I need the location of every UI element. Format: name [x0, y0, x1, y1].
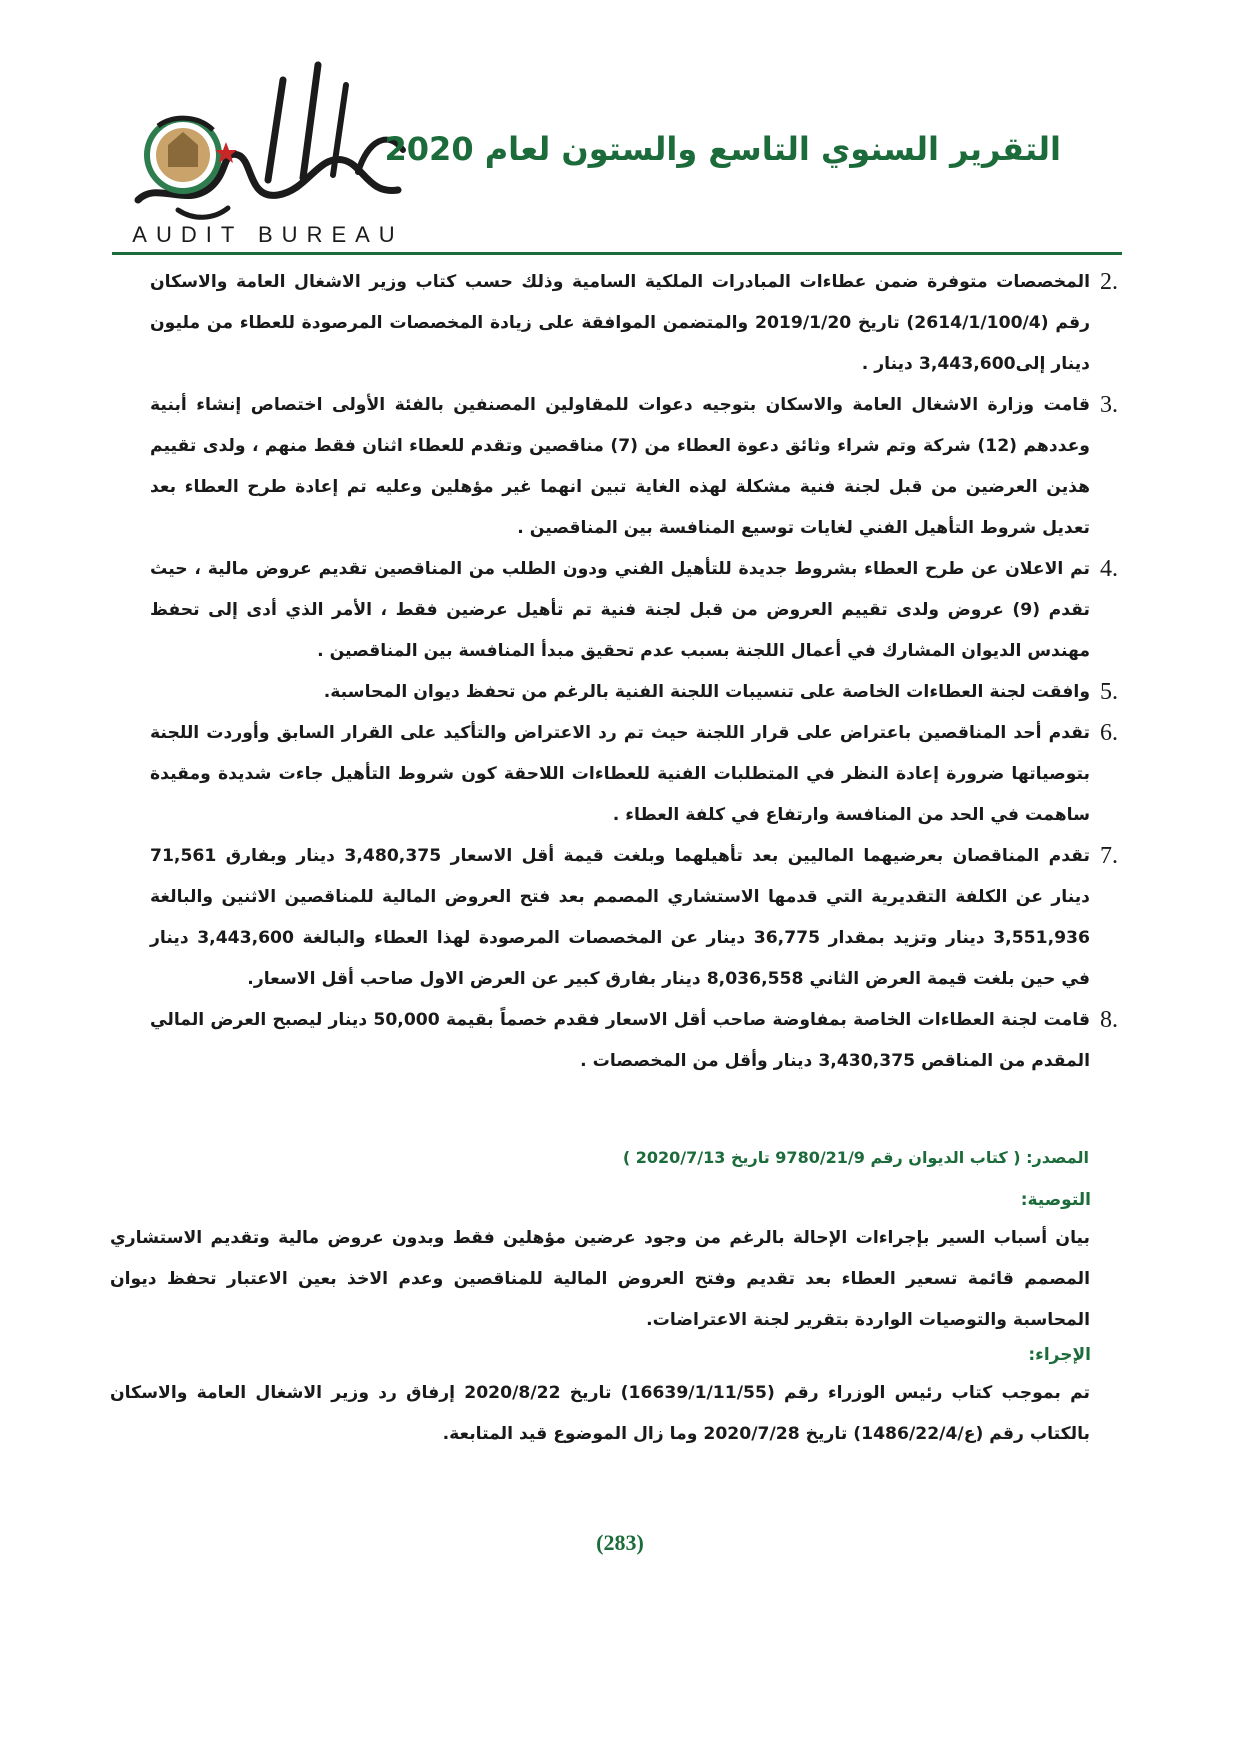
header-divider	[112, 252, 1122, 255]
logo-calligraphy-icon	[118, 60, 418, 225]
list-item	[150, 672, 1118, 713]
recommendation-text: بيان أسباب السير بإجراءات الإحالة بالرغم من وجود عرضين مؤهلين فقط وبدون عروض مالية وتقديم الاستشاري المصمم قائمة تسعير العطاء بعد تقديم وفتح العروض المالية للمناقصين وعدم الاخذ بعين الاعتبار تحفظ ديوان المحاسبة والتوصيات الواردة بتقرير لجنة الاعتراضات.	[110, 1228, 1090, 1330]
item-number: 7.	[1100, 843, 1118, 869]
item-text: وافقت لجنة العطاءات الخاصة على تنسيبات اللجنة الفنية بالرغم من تحفظ ديوان المحاسبة.	[323, 682, 1090, 702]
findings-list	[150, 262, 1118, 1082]
list-item	[150, 1000, 1118, 1082]
item-text: المخصصات متوفرة ضمن عطاءات المبادرات الملكية السامية وذلك حسب كتاب وزير الاشغال العامة والاسكان رقم (2614/1/100/4) تاريخ 2019/1/20 والمتضمن الموافقة على زيادة المخصصات المرصودة للعطاء من مليون دينار إلى3,443,600 دينار .	[150, 272, 1091, 374]
item-text: قامت لجنة العطاءات الخاصة بمفاوضة صاحب أقل الاسعار فقدم خصماً بقيمة 50,000 دينار ليصبح العرض المالي المقدم من المناقص 3,430,375 دينار وأقل من المخصصات .	[150, 1010, 1091, 1071]
item-number: 5.	[1100, 679, 1118, 705]
list-item	[150, 262, 1118, 385]
item-number: 4.	[1100, 556, 1118, 582]
action-heading: الإجراء:	[1028, 1345, 1091, 1365]
report-title: التقرير السنوي التاسع والستون لعام 2020	[384, 130, 1061, 168]
list-item	[150, 713, 1118, 836]
action-text: تم بموجب كتاب رئيس الوزراء رقم (16639/1/11/55) تاريخ 2020/8/22 إرفاق رد وزير الاشغال العامة والاسكان بالكتاب رقم (ع/1486/22/4) تاريخ 2020/7/28 وما زال الموضوع قيد المتابعة.	[110, 1383, 1091, 1444]
item-number: 3.	[1100, 392, 1118, 418]
logo-english-text: AUDIT BUREAU	[132, 222, 404, 247]
item-text: قامت وزارة الاشغال العامة والاسكان بتوجيه دعوات للمقاولين المصنفين بالفئة الأولى اختصاص إنشاء أبنية وعددهم (12) شركة وتم شراء وثائق دعوة العطاء من (7) مناقصين وتقدم للعطاء اثنان فقط منهم ، ولدى تقييم هذين العرضين من قبل لجنة فنية مشكلة لهذه الغاية تبين انهما غير مؤهلين وعليه تم إعادة طرح العطاء بعد تعديل شروط التأهيل الفني لغايات توسيع المنافسة بين المناقصين .	[150, 395, 1090, 538]
page-header	[0, 0, 1241, 262]
item-number: 8.	[1100, 1007, 1118, 1033]
list-item	[150, 836, 1118, 1000]
recommendation-heading: التوصية:	[1020, 1190, 1091, 1210]
item-number: 6.	[1100, 720, 1118, 746]
source-reference: المصدر: ( كتاب الديوان رقم 9780/21/9 تاريخ 2020/7/13 )	[622, 1148, 1089, 1167]
item-number: 2.	[1100, 269, 1118, 295]
audit-bureau-logo	[118, 60, 418, 250]
item-text: تم الاعلان عن طرح العطاء بشروط جديدة للتأهيل الفني ودون الطلب من المناقصين تقديم عروض مالية ، حيث تقدم (9) عروض ولدى تقييم العروض من قبل لجنة فنية تم تأهيل عرضين فقط ، الأمر الذي أدى إلى تحفظ مهندس الديوان المشارك في أعمال اللجنة بسبب عدم تحقيق مبدأ المنافسة بين المناقصين .	[150, 559, 1090, 661]
page-number: (283)	[596, 1530, 644, 1555]
list-item	[150, 385, 1118, 549]
list-item	[150, 549, 1118, 672]
item-text: تقدم أحد المناقصين باعتراض على قرار اللجنة حيث تم رد الاعتراض والتأكيد على القرار السابق وأوردت اللجنة بتوصياتها ضرورة إعادة النظر في المتطلبات الفنية للعطاءات اللاحقة كون شروط التأهيل جاءت شديدة ومقيدة ساهمت في الحد من المنافسة وارتفاع في كلفة العطاء .	[150, 723, 1090, 825]
item-text: تقدم المناقصان بعرضيهما الماليين بعد تأهيلهما وبلغت قيمة أقل الاسعار 3,480,375 دينار وبفارق 71,561 دينار عن الكلفة التقديرية التي قدمها الاستشاري المصمم بعد فتح العروض المالية للمناقصين الاثنين والبالغة 3,551,936 دينار وتزيد بمقدار 36,775 دينار عن المخصصات المرصودة لهذا العطاء والبالغة 3,443,600 دينار في حين بلغت قيمة العرض الثاني 8,036,558 دينار بفارق كبير عن العرض الاول صاحب أقل الاسعار.	[150, 846, 1091, 989]
